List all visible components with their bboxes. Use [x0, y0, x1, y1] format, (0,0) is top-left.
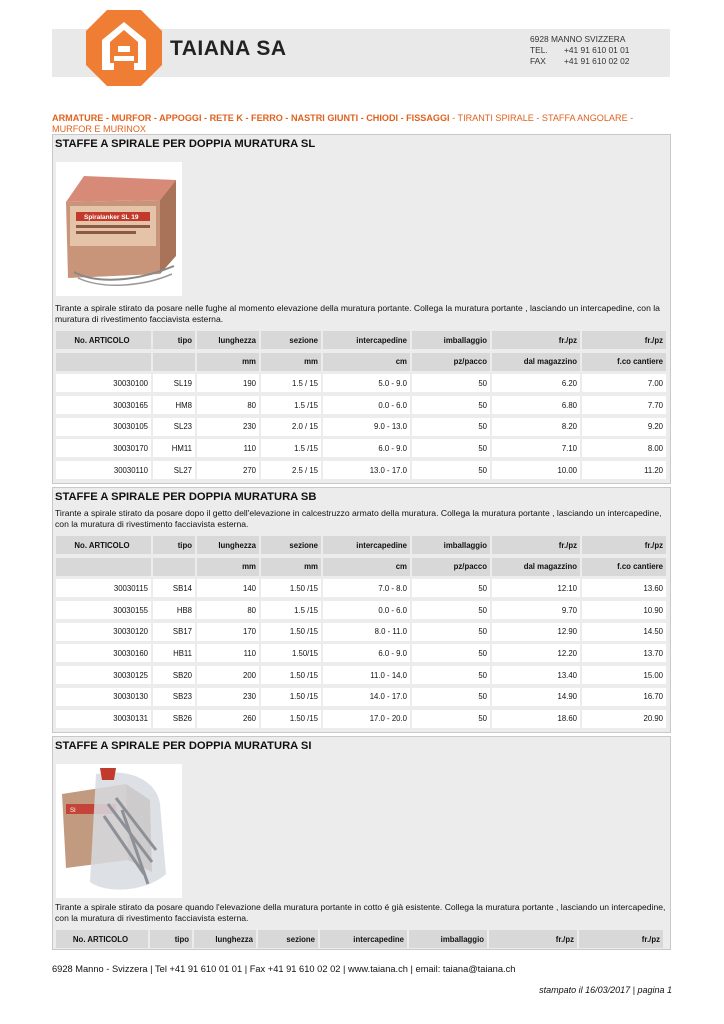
house-logo-icon [84, 8, 164, 88]
intercapedine-cell: 0.0 - 6.0 [323, 601, 410, 619]
lunghezza-cell: 260 [197, 710, 259, 728]
product-photo-bag [56, 764, 182, 898]
imballaggio-cell: 50 [412, 396, 490, 414]
footer-contact: 6928 Manno - Svizzera | Tel +41 91 610 01 01 | Fax +41 91 610 02 02 | www.taiana.ch | email: taiana@taiana.ch [52, 964, 516, 974]
table-row [56, 439, 668, 461]
col-header-imballaggio: imballaggio [412, 331, 490, 349]
table-units-row [56, 353, 668, 375]
company-name: TAIANA SA [170, 37, 287, 60]
prezzo-magazzino-cell: 6.80 [492, 396, 580, 414]
sezione-cell: 1.5 /15 [261, 439, 321, 457]
col-header-lunghezza: lunghezza [197, 331, 259, 349]
section-description: Tirante a spirale stirato da posare nelle fughe al momento elevazione della muratura portante. Collega la muratura portante , lasciando un intercapedine, con la muratura di rivestimento facciavista esterna. [55, 303, 660, 324]
col-header-sezione: sezione [258, 930, 318, 948]
col-header-prezzo-magazzino: fr./pz [492, 536, 580, 554]
sezione-cell: 1.50 /15 [261, 710, 321, 728]
lunghezza-cell: 140 [197, 579, 259, 597]
sezione-cell: 1.5 /15 [261, 396, 321, 414]
unit-cell: mm [261, 353, 321, 371]
intercapedine-cell: 6.0 - 9.0 [323, 439, 410, 457]
photo-box-label: Spiralanker SL 19 [84, 214, 139, 221]
prezzo-cantiere-cell: 7.70 [582, 396, 666, 414]
section-description: Tirante a spirale stirato da posare dopo il getto dell'elevazione in calcestruzzo armato della muratura. Collega la muratura portante , lasciando un intercapedine, con la muratura di rivestimento facciavista esterna. [55, 508, 662, 529]
prezzo-magazzino-cell: 12.10 [492, 579, 580, 597]
imballaggio-cell: 50 [412, 418, 490, 436]
unit-cell: pz/pacco [412, 353, 490, 371]
col-header-tipo: tipo [153, 536, 195, 554]
photo-bag-label: SI [70, 808, 76, 814]
category-links-secondary[interactable]: - TIRANTI SPIRALE - STAFFA ANGOLARE - MURFOR E MURINOX [52, 113, 634, 134]
sezione-cell: 1.50 /15 [261, 688, 321, 706]
col-header-articolo: No. ARTICOLO [56, 930, 148, 948]
unit-cell: mm [261, 558, 321, 576]
tel-label: TEL. [530, 45, 548, 55]
table-row [56, 579, 668, 601]
table-body [56, 374, 668, 482]
prezzo-magazzino-cell: 13.40 [492, 666, 580, 684]
tipo-cell: SB17 [153, 623, 195, 641]
section-title: STAFFE A SPIRALE PER DOPPIA MURATURA SB [55, 491, 317, 503]
col-header-articolo: No. ARTICOLO [56, 536, 151, 554]
col-header-lunghezza: lunghezza [197, 536, 259, 554]
lunghezza-cell: 80 [197, 601, 259, 619]
prezzo-cantiere-cell: 13.70 [582, 644, 666, 662]
tipo-cell: HM11 [153, 439, 195, 457]
tipo-cell: SL19 [153, 374, 195, 392]
col-header-tipo: tipo [153, 331, 195, 349]
articolo-cell: 30030120 [56, 623, 151, 641]
unit-cell: dal magazzino [492, 558, 580, 576]
prezzo-magazzino-cell: 9.70 [492, 601, 580, 619]
table-row [56, 710, 668, 732]
intercapedine-cell: 13.0 - 17.0 [323, 461, 410, 479]
col-header-tipo: tipo [150, 930, 192, 948]
prezzo-magazzino-cell: 12.20 [492, 644, 580, 662]
lunghezza-cell: 230 [197, 688, 259, 706]
prezzo-magazzino-cell: 14.90 [492, 688, 580, 706]
lunghezza-cell: 230 [197, 418, 259, 436]
lunghezza-cell: 170 [197, 623, 259, 641]
table-header-row [56, 930, 665, 952]
lunghezza-cell: 110 [197, 644, 259, 662]
lunghezza-cell: 110 [197, 439, 259, 457]
category-links-primary[interactable]: ARMATURE - MURFOR - APPOGGI - RETE K - FERRO - NASTRI GIUNTI - CHIODI - FISSAGGI [52, 113, 450, 123]
print-stamp: stampato il 16/03/2017 | pagina 1 [539, 985, 672, 995]
table-row [56, 666, 668, 688]
col-header-intercapedine: intercapedine [323, 331, 410, 349]
articolo-cell: 30030131 [56, 710, 151, 728]
lunghezza-cell: 190 [197, 374, 259, 392]
col-header-prezzo-magazzino: fr./pz [489, 930, 577, 948]
company-address: 6928 MANNO SVIZZERA [530, 34, 626, 44]
articolo-cell: 30030115 [56, 579, 151, 597]
imballaggio-cell: 50 [412, 374, 490, 392]
tipo-cell: HB11 [153, 644, 195, 662]
articolo-cell: 30030155 [56, 601, 151, 619]
table-header-row [56, 536, 668, 558]
tipo-cell: SB23 [153, 688, 195, 706]
col-header-prezzo-cantiere: fr./pz [582, 331, 666, 349]
tipo-cell: SB26 [153, 710, 195, 728]
prezzo-cantiere-cell: 11.20 [582, 461, 666, 479]
spec-table-si [56, 930, 665, 952]
prezzo-cantiere-cell: 20.90 [582, 710, 666, 728]
tipo-cell: SL27 [153, 461, 195, 479]
articolo-cell: 30030130 [56, 688, 151, 706]
section-sl [52, 134, 671, 484]
col-header-lunghezza: lunghezza [194, 930, 256, 948]
unit-cell: dal magazzino [492, 353, 580, 371]
tel-number: +41 91 610 01 01 [564, 45, 630, 55]
col-header-imballaggio: imballaggio [412, 536, 490, 554]
unit-cell [153, 558, 195, 576]
table-row [56, 396, 668, 418]
imballaggio-cell: 50 [412, 623, 490, 641]
col-header-prezzo-cantiere: fr./pz [582, 536, 666, 554]
intercapedine-cell: 14.0 - 17.0 [323, 688, 410, 706]
unit-cell: mm [197, 558, 259, 576]
prezzo-cantiere-cell: 16.70 [582, 688, 666, 706]
prezzo-cantiere-cell: 15.00 [582, 666, 666, 684]
unit-cell: mm [197, 353, 259, 371]
table-units-row [56, 558, 668, 580]
intercapedine-cell: 0.0 - 6.0 [323, 396, 410, 414]
unit-cell [153, 353, 195, 371]
articolo-cell: 30030110 [56, 461, 151, 479]
table-row [56, 644, 668, 666]
prezzo-cantiere-cell: 13.60 [582, 579, 666, 597]
intercapedine-cell: 6.0 - 9.0 [323, 644, 410, 662]
articolo-cell: 30030160 [56, 644, 151, 662]
prezzo-cantiere-cell: 8.00 [582, 439, 666, 457]
prezzo-magazzino-cell: 10.00 [492, 461, 580, 479]
articolo-cell: 30030105 [56, 418, 151, 436]
unit-cell: f.co cantiere [582, 558, 666, 576]
col-header-sezione: sezione [261, 536, 321, 554]
unit-cell: cm [323, 353, 410, 371]
tipo-cell: SB14 [153, 579, 195, 597]
articolo-cell: 30030165 [56, 396, 151, 414]
unit-cell: pz/pacco [412, 558, 490, 576]
imballaggio-cell: 50 [412, 710, 490, 728]
sezione-cell: 1.50 /15 [261, 623, 321, 641]
intercapedine-cell: 8.0 - 11.0 [323, 623, 410, 641]
fax-label: FAX [530, 56, 546, 66]
unit-cell: f.co cantiere [582, 353, 666, 371]
section-title: STAFFE A SPIRALE PER DOPPIA MURATURA SL [55, 138, 316, 150]
table-row [56, 461, 668, 483]
imballaggio-cell: 50 [412, 461, 490, 479]
section-sb [52, 487, 671, 733]
section-title: STAFFE A SPIRALE PER DOPPIA MURATURA SI [55, 740, 312, 752]
sezione-cell: 1.50 /15 [261, 579, 321, 597]
company-contact [530, 34, 629, 67]
tipo-cell: SL23 [153, 418, 195, 436]
unit-cell: cm [323, 558, 410, 576]
intercapedine-cell: 9.0 - 13.0 [323, 418, 410, 436]
prezzo-cantiere-cell: 9.20 [582, 418, 666, 436]
table-row [56, 374, 668, 396]
imballaggio-cell: 50 [412, 439, 490, 457]
spec-table-sb [56, 536, 668, 731]
prezzo-magazzino-cell: 8.20 [492, 418, 580, 436]
table-row [56, 601, 668, 623]
col-header-intercapedine: intercapedine [323, 536, 410, 554]
prezzo-cantiere-cell: 7.00 [582, 374, 666, 392]
intercapedine-cell: 7.0 - 8.0 [323, 579, 410, 597]
table-row [56, 623, 668, 645]
lunghezza-cell: 270 [197, 461, 259, 479]
sezione-cell: 1.50 /15 [261, 666, 321, 684]
sezione-cell: 1.50/15 [261, 644, 321, 662]
prezzo-cantiere-cell: 14.50 [582, 623, 666, 641]
lunghezza-cell: 200 [197, 666, 259, 684]
sezione-cell: 2.5 / 15 [261, 461, 321, 479]
prezzo-magazzino-cell: 18.60 [492, 710, 580, 728]
product-photo-box [56, 162, 182, 296]
fax-number: +41 91 610 02 02 [564, 56, 630, 66]
category-nav[interactable] [52, 113, 672, 135]
articolo-cell: 30030170 [56, 439, 151, 457]
col-header-sezione: sezione [261, 331, 321, 349]
prezzo-magazzino-cell: 7.10 [492, 439, 580, 457]
col-header-prezzo-magazzino: fr./pz [492, 331, 580, 349]
spec-table-sl [56, 331, 668, 483]
col-header-intercapedine: intercapedine [320, 930, 407, 948]
lunghezza-cell: 80 [197, 396, 259, 414]
sezione-cell: 2.0 / 15 [261, 418, 321, 436]
table-row [56, 688, 668, 710]
unit-cell [56, 558, 151, 576]
imballaggio-cell: 50 [412, 579, 490, 597]
sezione-cell: 1.5 /15 [261, 601, 321, 619]
tipo-cell: HM8 [153, 396, 195, 414]
imballaggio-cell: 50 [412, 644, 490, 662]
col-header-prezzo-cantiere: fr./pz [579, 930, 663, 948]
table-header-row [56, 331, 668, 353]
table-row [56, 418, 668, 440]
intercapedine-cell: 5.0 - 9.0 [323, 374, 410, 392]
sezione-cell: 1.5 / 15 [261, 374, 321, 392]
section-si [52, 736, 671, 950]
articolo-cell: 30030125 [56, 666, 151, 684]
intercapedine-cell: 17.0 - 20.0 [323, 710, 410, 728]
imballaggio-cell: 50 [412, 666, 490, 684]
section-description: Tirante a spirale stirato da posare quando l'elevazione della muratura portante in cotto é già esistente. Collega la muratura portante , lasciando un intercapedine, con la muratura di rivestimento facciavista esterna. [55, 902, 666, 923]
unit-cell [56, 353, 151, 371]
table-body [56, 579, 668, 731]
imballaggio-cell: 50 [412, 601, 490, 619]
col-header-imballaggio: imballaggio [409, 930, 487, 948]
imballaggio-cell: 50 [412, 688, 490, 706]
prezzo-magazzino-cell: 12.90 [492, 623, 580, 641]
tipo-cell: SB20 [153, 666, 195, 684]
tipo-cell: HB8 [153, 601, 195, 619]
prezzo-magazzino-cell: 6.20 [492, 374, 580, 392]
intercapedine-cell: 11.0 - 14.0 [323, 666, 410, 684]
col-header-articolo: No. ARTICOLO [56, 331, 151, 349]
articolo-cell: 30030100 [56, 374, 151, 392]
prezzo-cantiere-cell: 10.90 [582, 601, 666, 619]
